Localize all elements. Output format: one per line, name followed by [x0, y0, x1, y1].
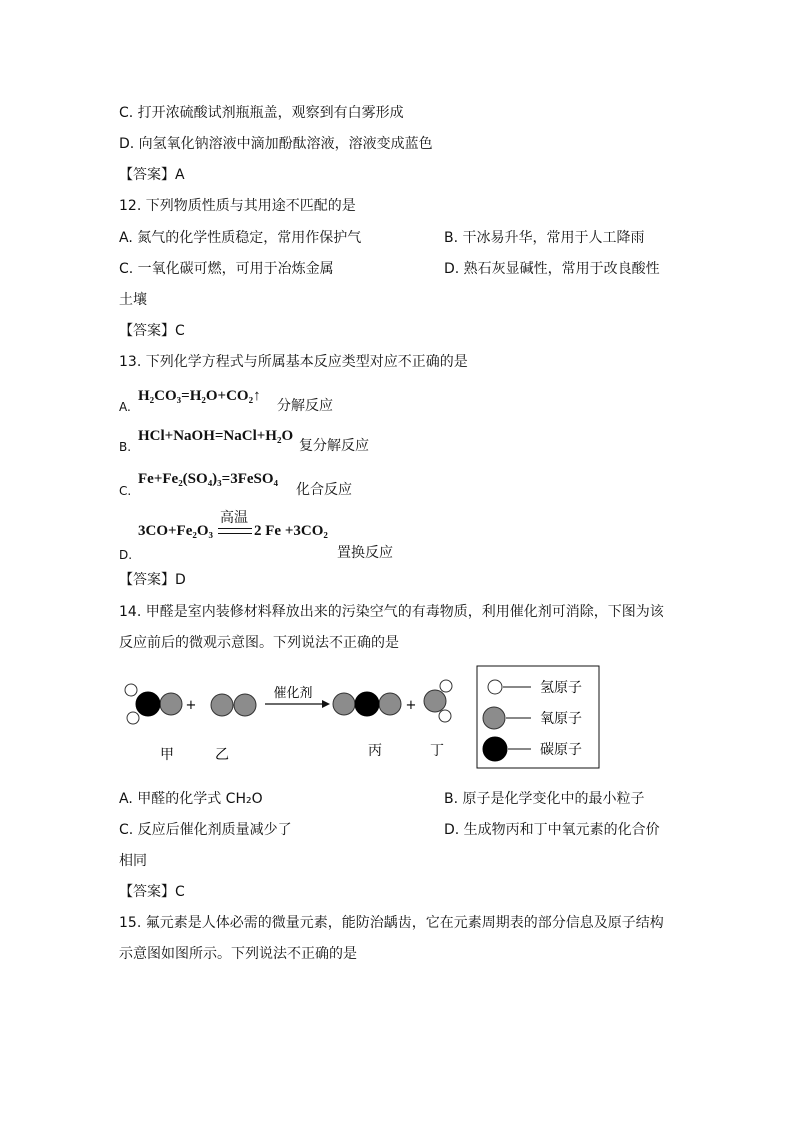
q13-d-equation-right: 2 Fe +3CO₂ [254, 523, 328, 539]
q14-option-c: C. 反应后催化剂质量减少了 [119, 822, 292, 838]
q12-option-c: C. 一氧化碳可燃，可用于冶炼金属 [119, 261, 334, 277]
label-ding: 丁 [430, 743, 444, 759]
q13-c-equation: Fe+Fe₂(SO₄)₃=3FeSO₄ [138, 471, 279, 487]
q14-stem-line2: 反应前后的微观示意图。下列说法不正确的是 [119, 635, 399, 651]
q13-b-label: B. [119, 440, 132, 454]
plus-sign-1: + [185, 698, 197, 713]
legend-oxygen-symbol [483, 707, 505, 729]
q12-option-b: B. 干冰易升华，常用于人工降雨 [444, 230, 645, 246]
arrow-head [322, 700, 330, 708]
q12-option-d: D. 熟石灰显碱性，常用于改良酸性 [444, 261, 660, 277]
q11-option-c: C. 打开浓硫酸试剂瓶瓶盖，观察到有白雾形成 [119, 105, 404, 121]
legend-hydrogen: 氢原子 [540, 680, 582, 696]
q12-answer: 【答案】C [119, 323, 185, 339]
q14-option-a: A. 甲醛的化学式 CH₂O [119, 791, 263, 807]
q12-option-d-continued: 土壤 [119, 292, 147, 308]
q13-a-label: A. [119, 400, 131, 414]
label-jia: 甲 [160, 747, 174, 763]
q14-option-d-continued: 相同 [119, 853, 147, 869]
q13-d-condition: 高温 [220, 510, 248, 526]
catalyst-label: 催化剂 [273, 686, 313, 701]
q11-option-d: D. 向氢氧化钠溶液中滴加酚酞溶液，溶液变成蓝色 [119, 136, 433, 152]
legend-carbon-symbol [483, 737, 507, 761]
formaldehyde-molecule [125, 684, 182, 724]
q15-stem-line2: 示意图如图所示。下列说法不正确的是 [119, 946, 357, 962]
q13-b-equation: HCl+NaOH=NaCl+H₂O [138, 428, 294, 444]
legend-hydrogen-symbol [488, 680, 502, 694]
legend-carbon: 碳原子 [540, 742, 582, 758]
q14-option-b: B. 原子是化学变化中的最小粒子 [444, 791, 645, 807]
q14-answer: 【答案】C [119, 884, 185, 900]
q12-stem: 12. 下列物质性质与其用途不匹配的是 [119, 198, 356, 214]
q13-stem: 13. 下列化学方程式与所属基本反应类型对应不正确的是 [119, 354, 468, 370]
q13-d-equation-left: 3CO+Fe₂O₃ [138, 523, 214, 539]
water-molecule [424, 680, 452, 722]
q13-answer: 【答案】D [119, 572, 186, 588]
q11-answer: 【答案】A [119, 167, 185, 183]
q14-option-d: D. 生成物丙和丁中氧元素的化合价 [444, 822, 660, 838]
q15-stem-line1: 15. 氟元素是人体必需的微量元素，能防治龋齿，它在元素周期表的部分信息及原子结构 [119, 915, 664, 931]
q13-c-label: C. [119, 484, 132, 498]
label-bing: 丙 [368, 743, 382, 759]
label-yi: 乙 [215, 747, 229, 763]
plus-sign-2: + [405, 698, 417, 713]
q13-b-type: 复分解反应 [299, 438, 369, 454]
legend-oxygen: 氧原子 [540, 711, 582, 727]
q13-d-label: D. [119, 548, 133, 562]
oxygen-molecule [211, 694, 256, 716]
q13-a-equation: H₂CO₃=H₂O+CO₂↑ [138, 388, 261, 404]
q14-stem-line1: 14. 甲醛是室内装修材料释放出来的污染空气的有毒物质，利用催化剂可消除，下图为该 [119, 604, 664, 620]
carbon-dioxide-molecule [333, 692, 401, 716]
q12-option-a: A. 氮气的化学性质稳定，常用作保护气 [119, 230, 362, 246]
q13-d-type: 置换反应 [337, 545, 393, 561]
q13-a-type: 分解反应 [277, 398, 333, 414]
q13-c-type: 化合反应 [296, 482, 352, 498]
